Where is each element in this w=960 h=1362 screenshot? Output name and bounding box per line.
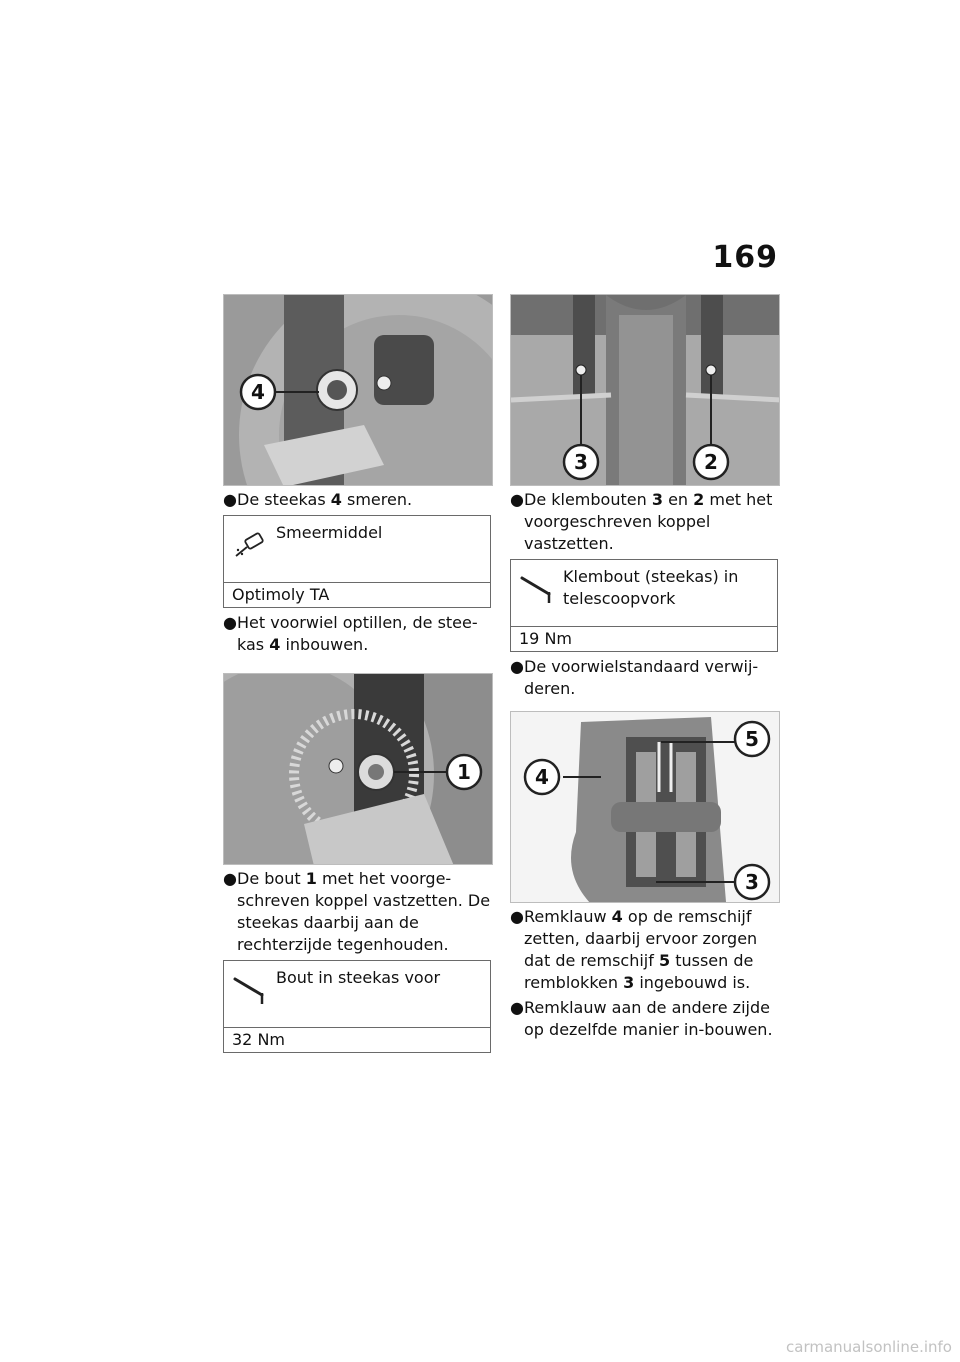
bullet-icon: ● xyxy=(223,613,237,632)
spec-value: 19 Nm xyxy=(511,626,777,651)
figure-label: 3 xyxy=(745,870,759,894)
spec-clamp-bolt-torque xyxy=(510,559,778,652)
figure-front-axle-lubricate xyxy=(223,294,493,486)
spec-title: Bout in steekas voor xyxy=(276,968,441,987)
step-place-caliper: ● Remklauw 4 op de remschijf zetten, daarbij ervoor zorgen dat de remschijf 5 tussen de remblokken 3 ingebouwd is. xyxy=(510,907,758,992)
figure-label: 3 xyxy=(574,450,588,474)
page-number: 169 xyxy=(712,240,778,275)
bullet-icon: ● xyxy=(510,490,524,509)
figure-axle-bolt xyxy=(223,673,493,865)
step-install-other-caliper: ● Remklauw aan de andere zijde op dezelfde manier in-bouwen. xyxy=(510,998,773,1039)
step-remove-stand: ● De voorwielstandaard verwij-deren. xyxy=(510,657,759,698)
figure-clamp-bolts xyxy=(510,294,780,486)
spec-lubricant xyxy=(223,515,491,608)
torque-wrench-icon xyxy=(232,975,268,1005)
spec-title: Klembout (steekas) in telescoopvork xyxy=(563,567,739,608)
bullet-icon: ● xyxy=(510,657,524,676)
figure-label: 1 xyxy=(457,760,471,784)
spec-value: 32 Nm xyxy=(224,1027,490,1052)
bullet-icon: ● xyxy=(510,998,524,1017)
step-tighten-bolt: ● De bout 1 met het voorge-schreven koppel vastzetten. De steekas daarbij aan de rechterzijde tegenhouden. xyxy=(223,869,491,954)
figure-label: 4 xyxy=(535,765,549,789)
figure-label: 2 xyxy=(704,450,718,474)
grease-gun-icon xyxy=(232,530,268,560)
spec-value: Optimoly TA xyxy=(224,582,490,607)
figure-label: 4 xyxy=(251,380,265,404)
watermark: carmanualsonline.info xyxy=(786,1338,952,1356)
left-column xyxy=(223,294,493,1057)
step-install-axle: ● Het voorwiel optillen, de stee-kas 4 inbouwen. xyxy=(223,613,478,654)
torque-wrench-icon xyxy=(519,574,555,604)
right-column xyxy=(510,294,780,1044)
bullet-icon: ● xyxy=(223,869,237,888)
figure-brake-caliper xyxy=(510,711,780,903)
spec-axle-bolt-torque xyxy=(223,960,491,1053)
step-lubricate-axle: ● De steekas 4 smeren. xyxy=(223,490,413,509)
bullet-icon: ● xyxy=(510,907,524,926)
spec-title: Smeermiddel xyxy=(276,523,383,542)
bullet-icon: ● xyxy=(223,490,237,509)
step-tighten-clamp-bolts: ● De klembouten 3 en 2 met het voorgeschreven koppel vastzetten. xyxy=(510,490,773,553)
figure-label: 5 xyxy=(745,727,759,751)
